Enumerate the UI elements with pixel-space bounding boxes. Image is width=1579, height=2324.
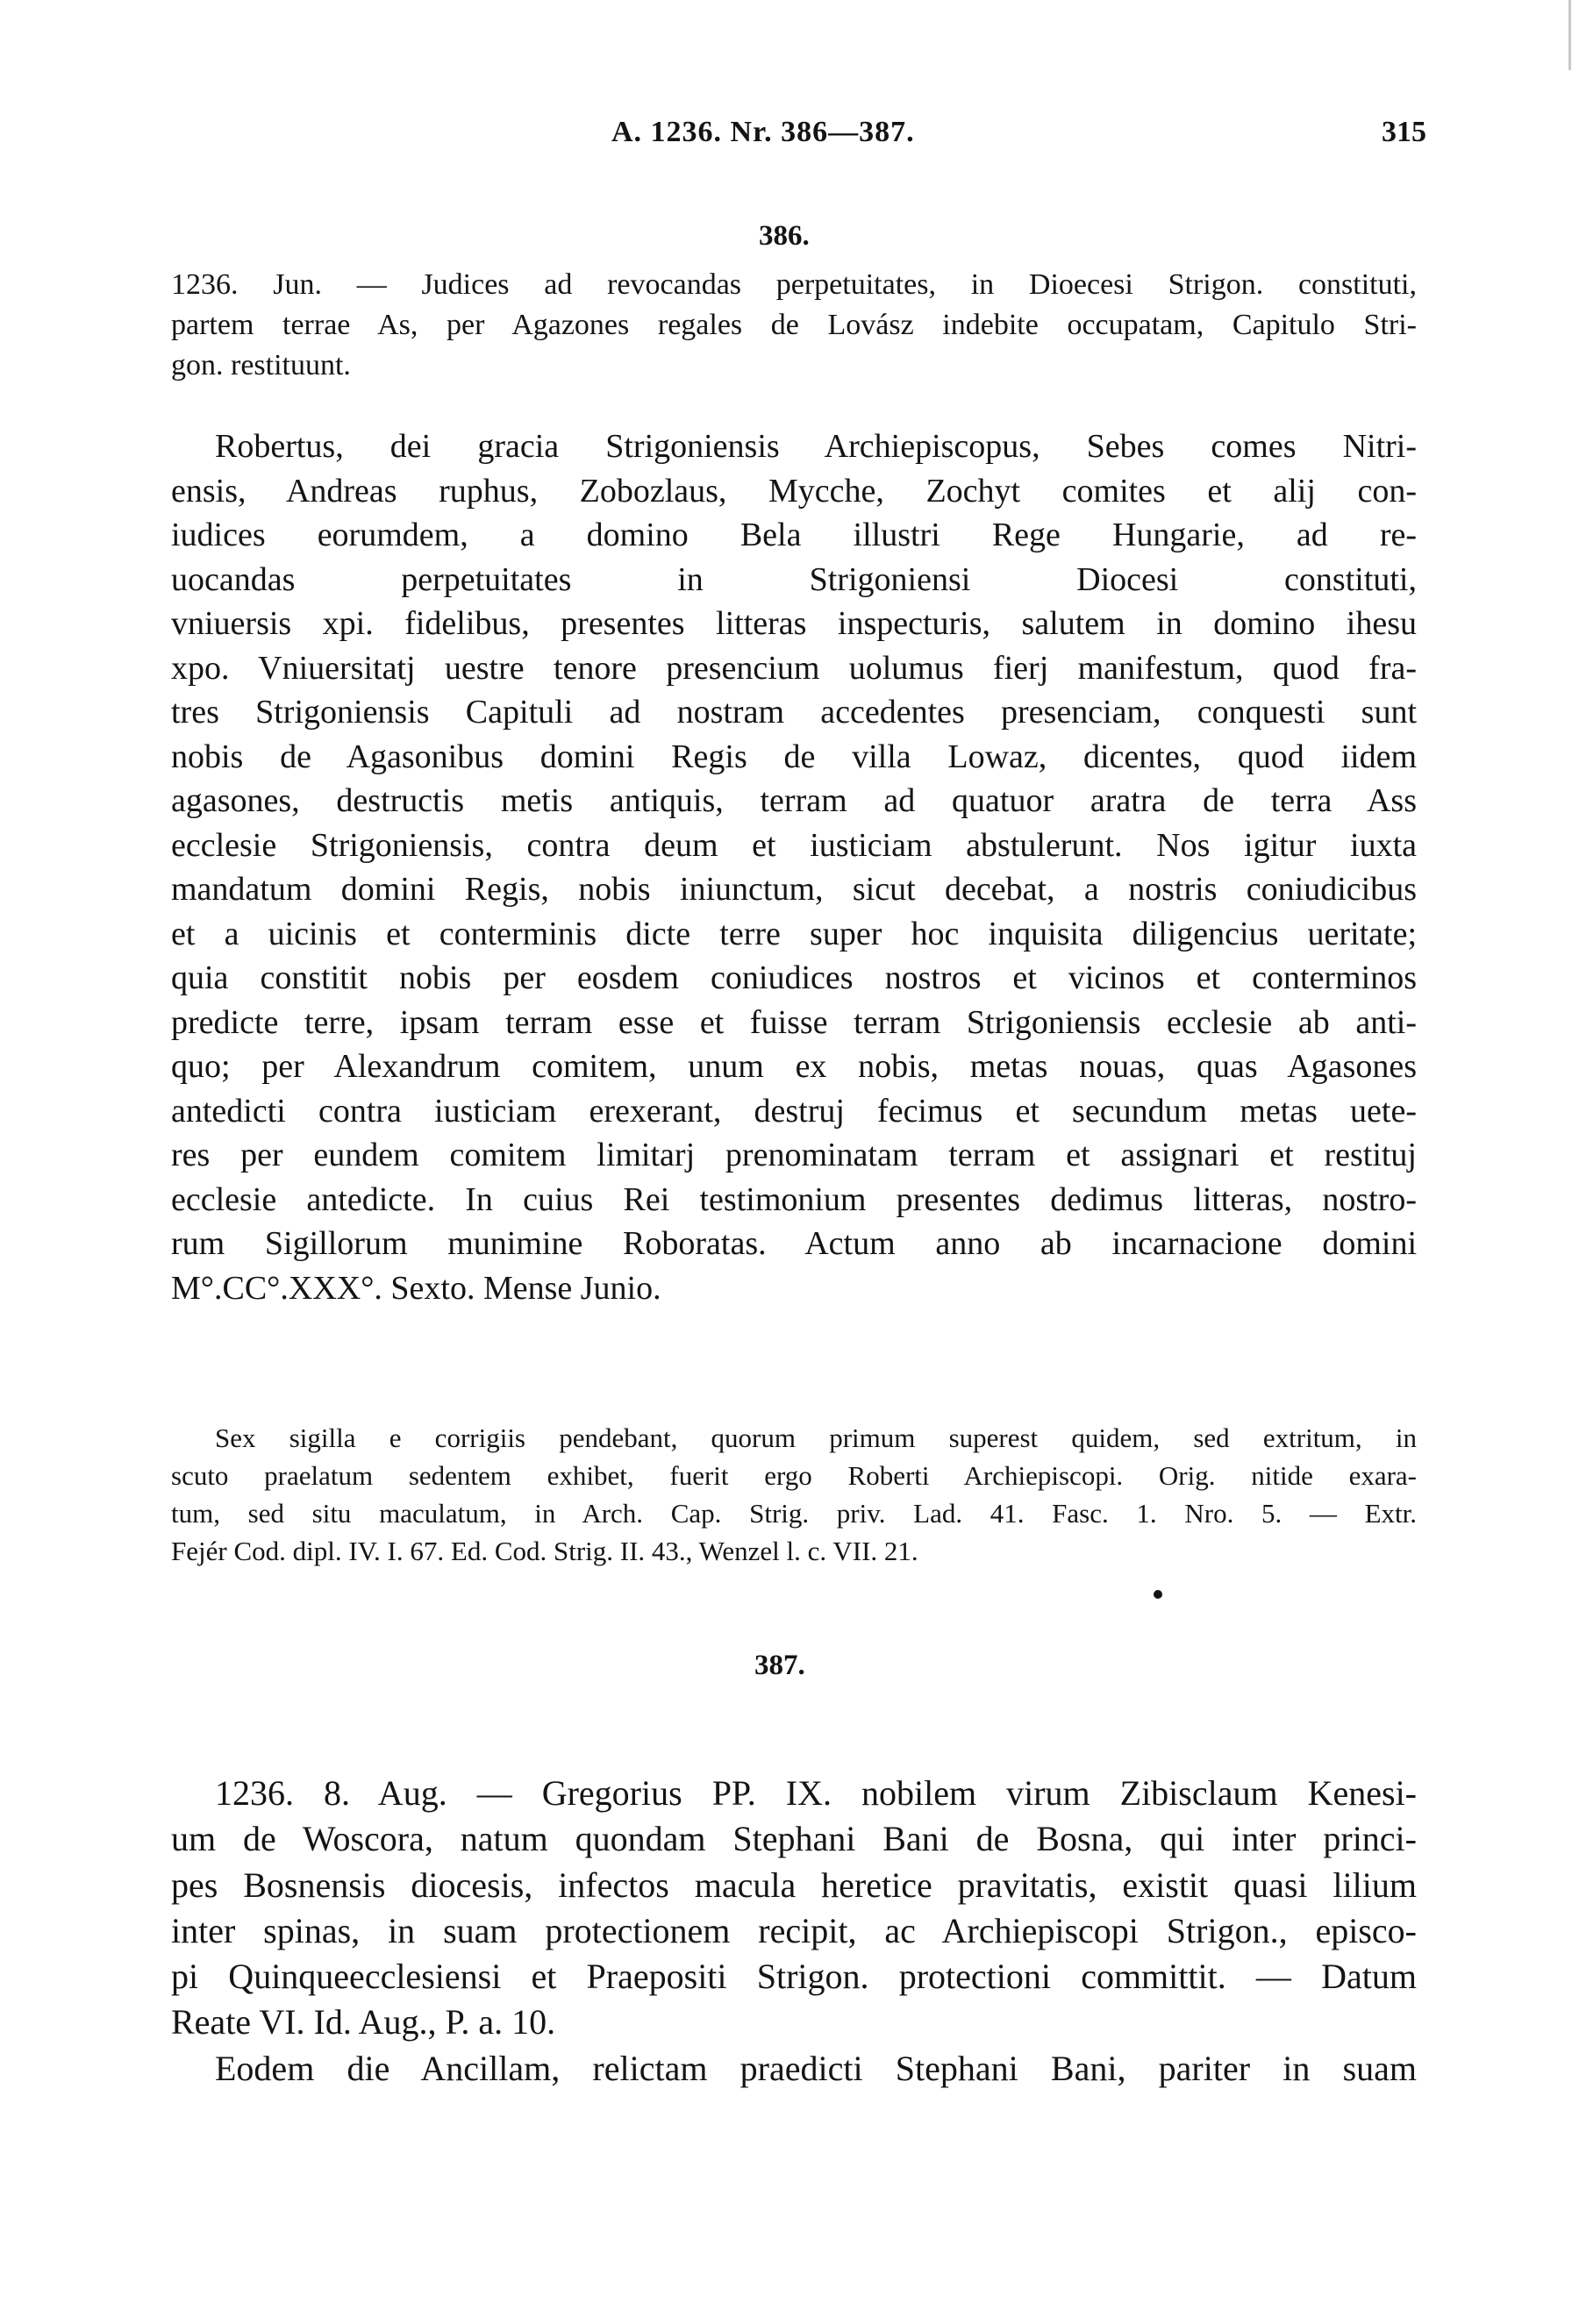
note-line: Sex sigilla e corrigiis pendebant, quorum primum superest quidem, sed extritum, in: [215, 1422, 1417, 1453]
note-line: Fejér Cod. dipl. IV. I. 67. Ed. Cod. Strig. II. 43., Wenzel l. c. VII. 21.: [171, 1536, 918, 1566]
charter-number-387: 387.: [754, 1650, 805, 1681]
regest-line: partem terrae As, per Agazones regales de Lovász indebite occupatam, Capitulo Stri-: [171, 309, 1417, 341]
text-line: agasones, destructis metis antiquis, terram ad quatuor aratra de terra Ass: [171, 782, 1417, 819]
text-line: nobis de Agasonibus domini Regis de villa Lowaz, dicentes, quod iidem: [171, 738, 1417, 775]
text-line: uocandas perpetuitates in Strigoniensi Diocesi constituti,: [171, 560, 1417, 598]
text-line: 1236. 8. Aug. — Gregorius PP. IX. nobilem virum Zibisclaum Kenesi-: [215, 1773, 1417, 1813]
separator-dot: [1154, 1590, 1162, 1599]
margin-mark: [1568, 0, 1571, 70]
text-line: quo; per Alexandrum comitem, unum ex nobis, metas nouas, quas Agasones: [171, 1048, 1417, 1085]
text-line: pi Quinqueecclesiensi et Praepositi Strigon. protectioni committit. — Datum: [171, 1957, 1417, 1997]
text-line: xpo. Vniuersitatj uestre tenore presencium uolumus fierj manifestum, quod fra-: [171, 649, 1417, 687]
text-line: rum Sigillorum munimine Roboratas. Actum anno ab incarnacione domini: [171, 1225, 1417, 1262]
text-line: ecclesie Strigoniensis, contra deum et iusticiam abstulerunt. Nos igitur iuxta: [171, 826, 1417, 864]
regest-387: [171, 1771, 1417, 2092]
text-line: predicte terre, ipsam terram esse et fuisse terram Strigoniensis ecclesie ab anti-: [171, 1003, 1417, 1041]
text-line: iudices eorumdem, a domino Bela illustri Rege Hungarie, ad re-: [171, 517, 1417, 553]
text-line: inter spinas, in suam protectionem recipit, ac Archiepiscopi Strigon., episco-: [171, 1910, 1417, 1950]
regest-line: gon. restituunt.: [171, 349, 351, 381]
regest-386: [171, 265, 1417, 386]
text-line: Reate VI. Id. Aug., P. a. 10.: [171, 2002, 556, 2042]
text-line: quia constitit nobis per eosdem coniudices nostros et vicinos et conterminos: [171, 959, 1417, 996]
text-line: vniuersis xpi. fidelibus, presentes litteras inspecturis, salutem in domino ihesu: [171, 605, 1417, 642]
text-line: antedicti contra iusticiam erexerant, destruj fecimus et secundum metas uete-: [171, 1092, 1417, 1130]
text-line: um de Woscora, natum quondam Stephani Bani de Bosna, qui inter princi-: [171, 1819, 1417, 1859]
text-line: Eodem die Ancillam, relictam praedicti Stephani Bani, pariter in suam: [215, 2048, 1417, 2088]
charter-text-386: [171, 424, 1417, 1310]
text-line: res per eundem comitem limitarj prenominatam terram et assignari et restituj: [171, 1137, 1417, 1173]
text-line: Robertus, dei gracia Strigoniensis Archiepiscopus, Sebes comes Nitri-: [215, 428, 1417, 465]
charter-number-386: 386.: [759, 220, 810, 252]
text-line: M°.CC°.XXX°. Sexto. Mense Junio.: [171, 1269, 661, 1307]
running-head: A. 1236. Nr. 386—387.: [611, 116, 915, 148]
page-number: 315: [1382, 116, 1426, 148]
text-line: mandatum domini Regis, nobis iniunctum, sicut decebat, a nostris coniudicibus: [171, 871, 1417, 908]
text-line: tres Strigoniensis Capituli ad nostram accedentes presenciam, conquesti sunt: [171, 694, 1417, 731]
text-line: ensis, Andreas ruphus, Zobozlaus, Mycche, Zochyt comites et alij con-: [171, 472, 1417, 510]
text-line: ecclesie antedicte. In cuius Rei testimonium presentes dedimus litteras, nostro-: [171, 1180, 1417, 1218]
text-line: pes Bosnensis diocesis, infectos macula heretice pravitatis, existit quasi lilium: [171, 1864, 1417, 1905]
note-line: tum, sed situ maculatum, in Arch. Cap. Strig. priv. Lad. 41. Fasc. 1. Nro. 5. — Extr.: [171, 1498, 1417, 1529]
footnote-386: [171, 1419, 1417, 1570]
regest-line: 1236. Jun. — Judices ad revocandas perpetuitates, in Dioecesi Strigon. constituti,: [171, 268, 1417, 301]
text-line: et a uicinis et conterminis dicte terre super hoc inquisita diligencius ueritate;: [171, 915, 1417, 952]
note-line: scuto praelatum sedentem exhibet, fuerit ergo Roberti Archiepiscopi. Orig. nitide exara-: [171, 1460, 1417, 1491]
